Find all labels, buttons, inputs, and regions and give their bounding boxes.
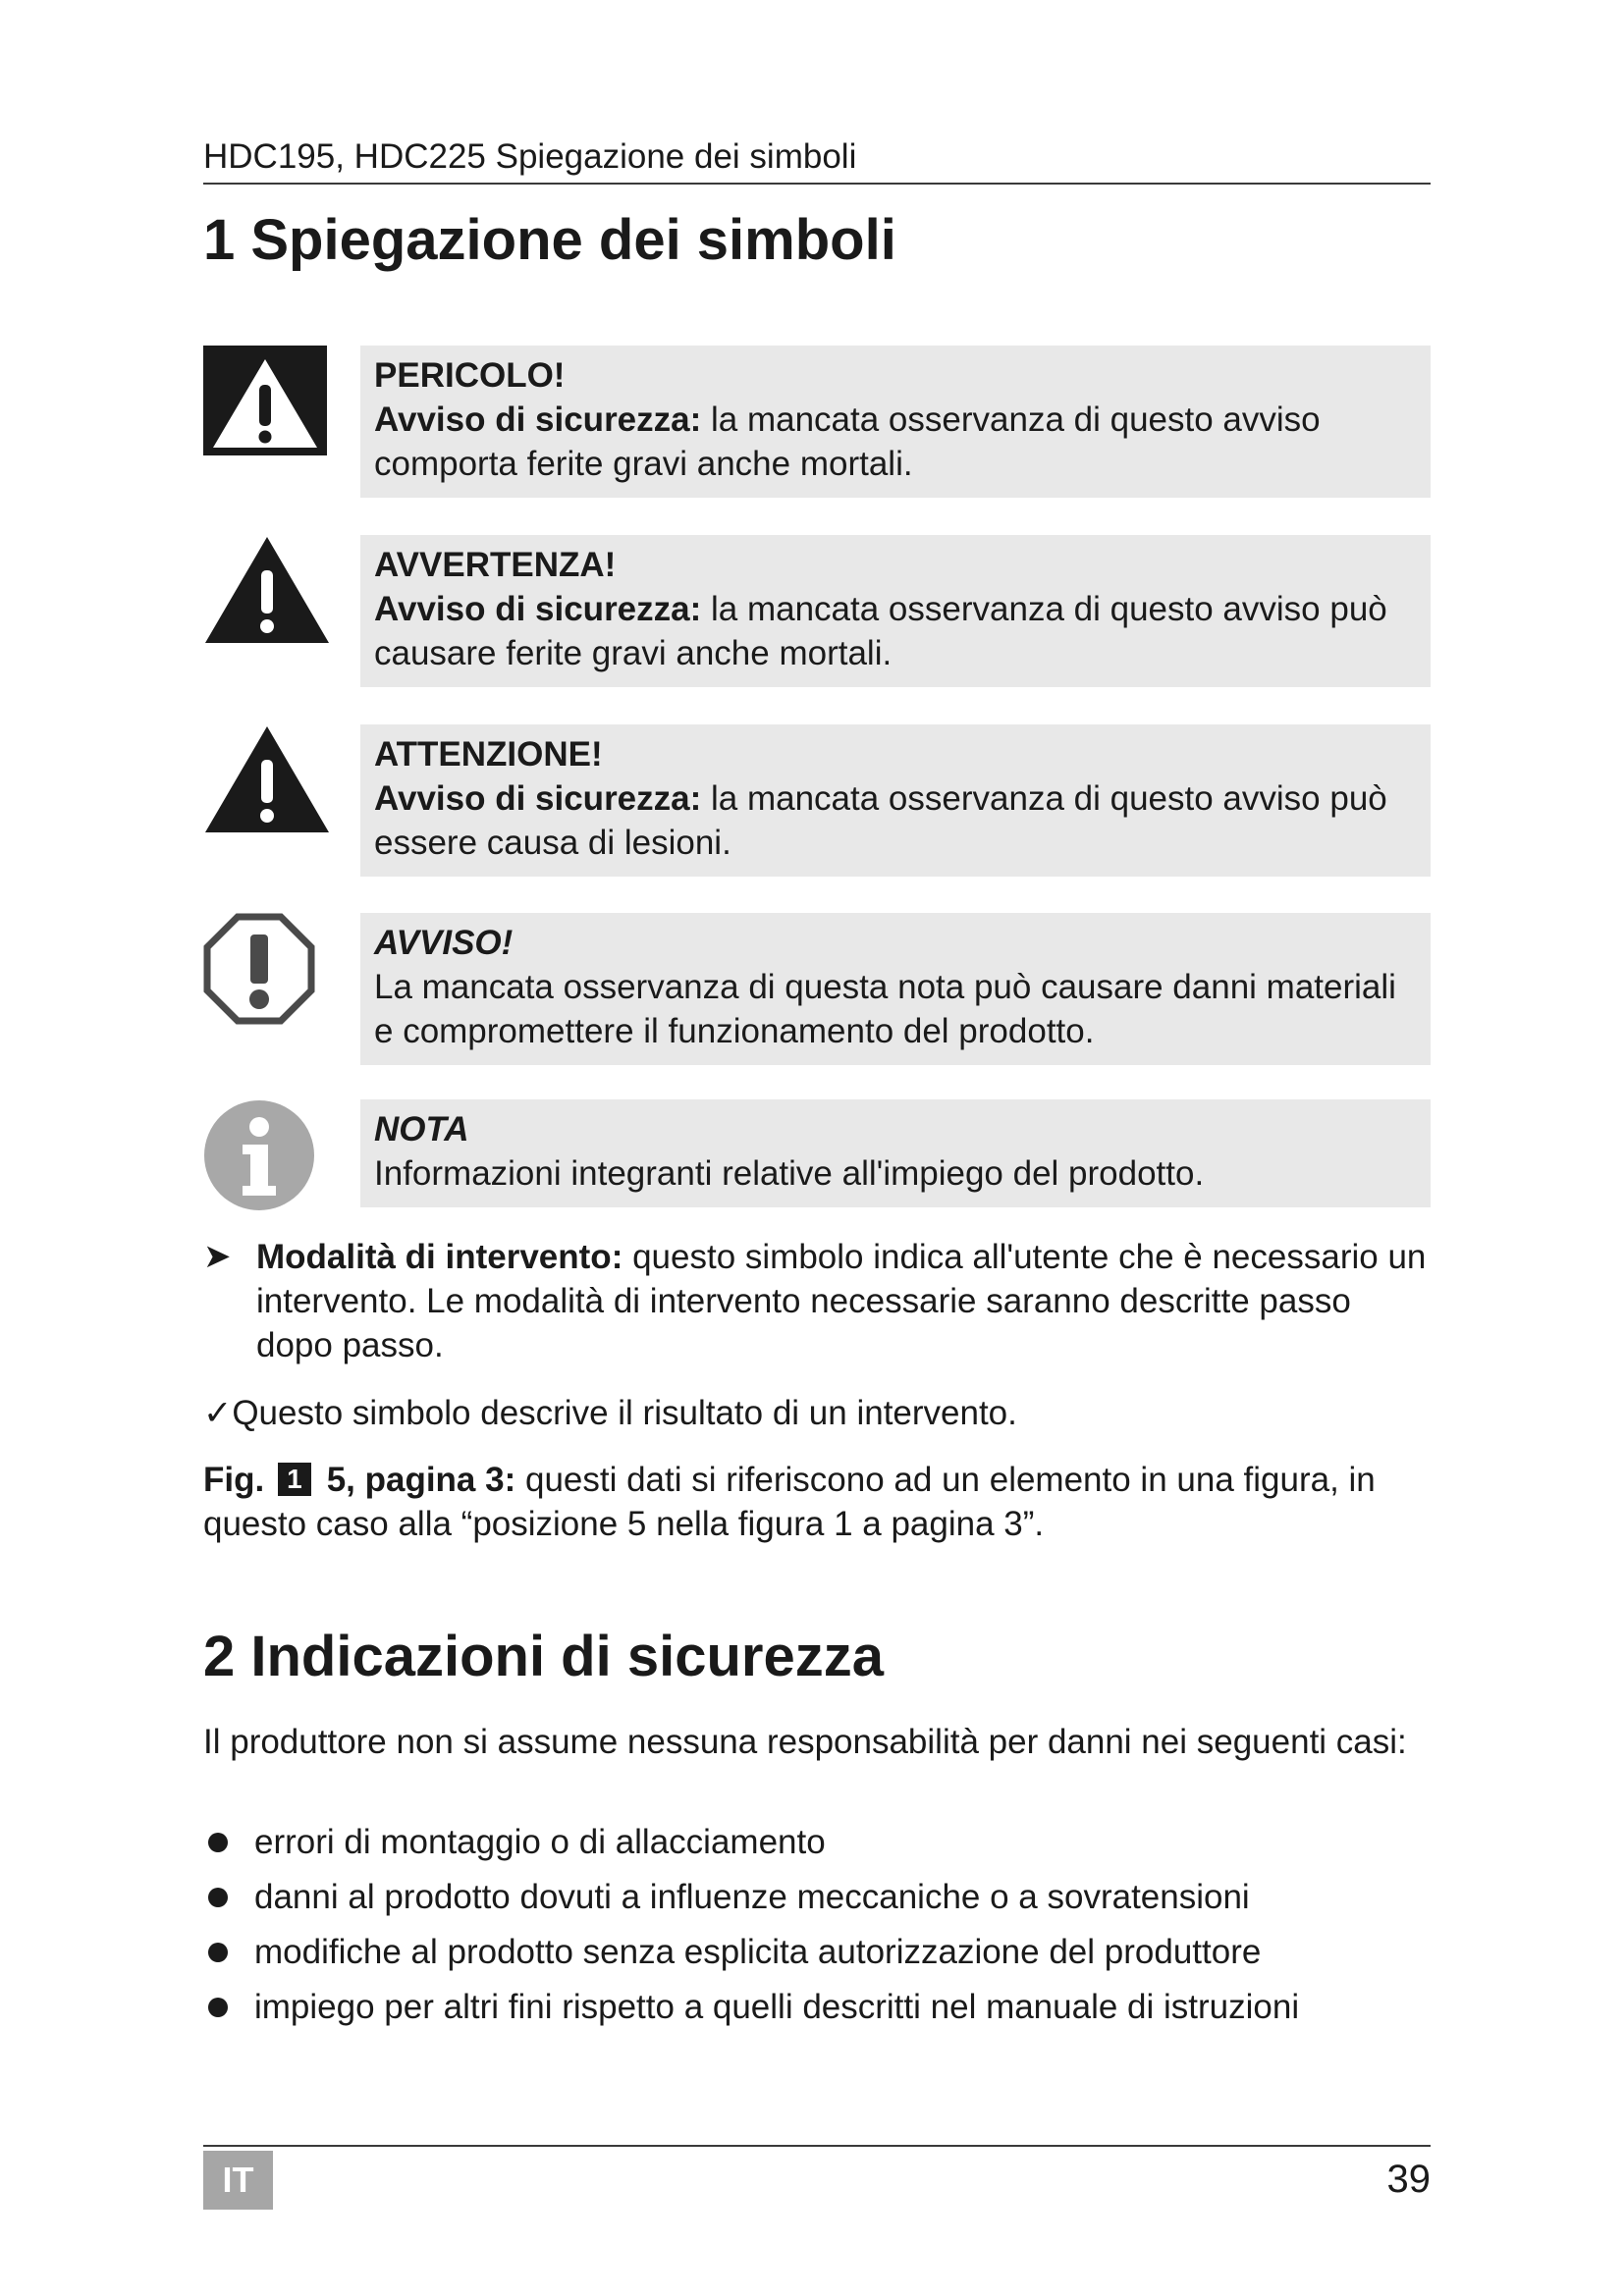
fig-text: questi dati si riferiscono ad un elemento in una figura, in questo caso alla “posizione 5 nella figura 1 a pagina 3”. — [203, 1461, 1376, 1543]
fig-lead-rest: 5, pagina 3: — [326, 1461, 516, 1499]
warning-box — [360, 724, 1431, 877]
warning-box — [360, 535, 1431, 687]
fig-lead: Fig. — [203, 1461, 265, 1499]
info-icon — [203, 1099, 315, 1211]
notice-octagon-icon — [203, 913, 315, 1025]
danger-warning-icon — [203, 346, 327, 455]
page-number: 39 — [1386, 2158, 1431, 2201]
warning-title: AVVERTENZA! — [374, 546, 617, 584]
step-text: questo simbolo indica all'utente che è necessario un intervento. Le modalità di intervento necessarie saranno descritte passo dopo passo. — [256, 1238, 1427, 1364]
figure-number-box: 1 — [278, 1463, 311, 1496]
warning-text: la mancata osservanza di questo avviso può causare ferite gravi anche mortali. — [374, 590, 1387, 672]
list-item: impiego per altri fini rispetto a quelli descritti nel manuale di istruzioni — [203, 1985, 1431, 2029]
result-explanation — [203, 1391, 1431, 1435]
section-2-intro: Il produttore non si assume nessuna responsabilità per danni nei seguenti casi: — [203, 1723, 1407, 1761]
step-explanation — [203, 1235, 1431, 1367]
warning-box — [360, 346, 1431, 498]
step-lead: Modalità di intervento: — [256, 1238, 623, 1276]
warning-title: PERICOLO! — [374, 356, 566, 395]
warning-title: ATTENZIONE! — [374, 735, 603, 774]
warning-title: AVVISO! — [374, 924, 514, 962]
figure-reference — [203, 1458, 1431, 1546]
note-title: NOTA — [374, 1110, 469, 1148]
warning-text: la mancata osservanza di questo avviso comporta ferite gravi anche mortali. — [374, 400, 1321, 483]
caution-triangle-icon — [203, 724, 331, 834]
warning-lead: Avviso di sicurezza: — [374, 779, 702, 818]
warning-text: La mancata osservanza di questa nota può causare danni materiali e compromettere il funzionamento del prodotto. — [374, 968, 1396, 1050]
liability-list — [203, 1820, 1431, 2040]
warning-lead: Avviso di sicurezza: — [374, 400, 702, 439]
warning-lead: Avviso di sicurezza: — [374, 590, 702, 628]
checkmark-icon: ✓ — [203, 1394, 233, 1432]
running-header: HDC195, HDC225 Spiegazione dei simboli — [203, 135, 1431, 185]
list-item: danni al prodotto dovuti a influenze meccaniche o a sovratensioni — [203, 1875, 1431, 1919]
result-text: Questo simbolo descrive il risultato di un intervento. — [232, 1394, 1017, 1432]
note-text: Informazioni integranti relative all'impiego del prodotto. — [374, 1154, 1205, 1193]
footer-divider — [203, 2145, 1431, 2147]
list-item: errori di montaggio o di allacciamento — [203, 1820, 1431, 1864]
warning-text: la mancata osservanza di questo avviso può essere causa di lesioni. — [374, 779, 1387, 862]
section-1-title: 1 Spiegazione dei simboli — [203, 208, 896, 272]
arrow-right-icon: ➤ — [203, 1238, 232, 1275]
language-badge: IT — [203, 2151, 273, 2210]
section-2-title: 2 Indicazioni di sicurezza — [203, 1625, 884, 1688]
warning-box — [360, 913, 1431, 1065]
list-item: modifiche al prodotto senza esplicita autorizzazione del produttore — [203, 1930, 1431, 1974]
warning-triangle-icon — [203, 535, 331, 645]
note-box — [360, 1099, 1431, 1207]
